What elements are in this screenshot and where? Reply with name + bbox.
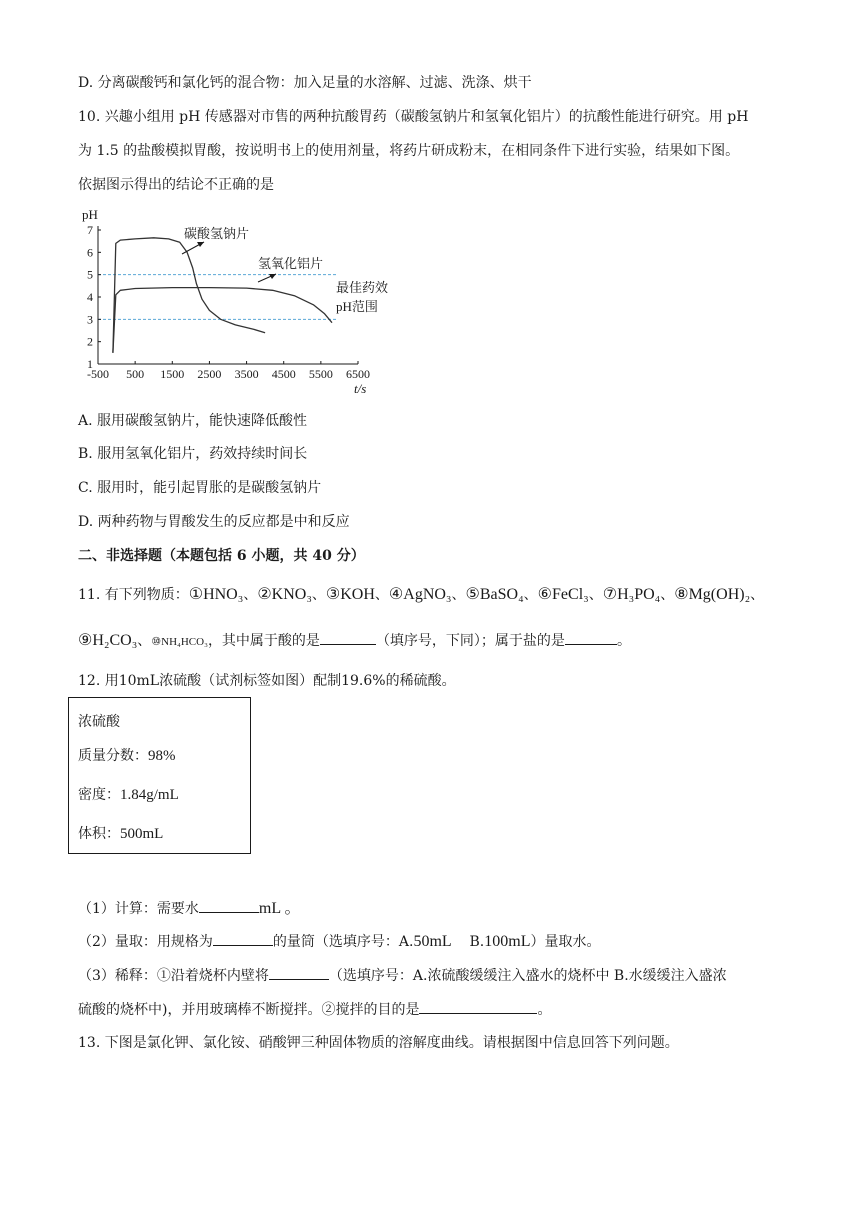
q10-option-b: B. 服用氢氧化铝片，药效持续时间长 xyxy=(78,446,308,462)
reagent-label xyxy=(68,697,251,854)
q12-part1-unit: mL 。 xyxy=(258,900,301,917)
q11-suffix-a: ，其中属于酸的是 xyxy=(207,633,320,649)
q12-part3-options: （选填序号：A.浓硫酸缓缓注入盛水的烧杯中 B.水缓缓注入盛浓 xyxy=(328,968,727,984)
q10-stem-line3: 依据图示得出的结论不正确的是 xyxy=(78,177,274,193)
q11-item-10: ⑩NH₄HCO₃ xyxy=(151,636,208,648)
q11-suffix-c: 。 xyxy=(616,633,631,649)
q12-part2-text: （2）量取：用规格为 xyxy=(78,934,213,950)
chart-x-tick-label: -500 xyxy=(87,367,109,381)
q12-option-100ml: 100mL xyxy=(484,933,531,950)
chart-y-tick-label: 4 xyxy=(87,290,93,304)
q12-blank-cylinder[interactable] xyxy=(213,931,273,946)
chart-x-tick-label: 5500 xyxy=(308,367,333,381)
q11-item-9: ⑨H₂CO₃ xyxy=(78,632,138,649)
chart-x-label-text: t/s xyxy=(354,381,367,396)
mass-fraction-value: 98% xyxy=(148,748,176,764)
density-value: 1.84g/mL xyxy=(120,787,179,803)
reagent-name: 浓硫酸 xyxy=(78,714,120,730)
q11-line1: 11. 有下列物质：①HNO₃、②KNO₃、③KOH、④AgNO₃、⑤BaSO₄、⑥FeCl₃、⑦H₃PO₄、⑧Mg(OH)₂、 xyxy=(78,586,765,603)
q10-option-a: A. 服用碳酸氢钠片，能快速降低酸性 xyxy=(78,413,308,429)
q12-part3-line2-text: 硫酸的烧杯中)，并用玻璃棒不断搅拌。②搅拌的目的是 xyxy=(78,1002,420,1018)
q11-item-6: ⑥FeCl₃ xyxy=(537,586,589,603)
chart-x-tick-label: 1500 xyxy=(160,367,185,381)
q11-prefix: 11. 有下列物质： xyxy=(78,587,189,603)
volume-label: 体积： xyxy=(78,826,120,842)
chart-reference-lines xyxy=(98,275,338,320)
q13-stem: 13. 下图是氯化钾、氯化铵、硝酸钾三种固体物质的溶解度曲线。请根据图中信息回答下列问题。 xyxy=(78,1035,679,1051)
q11-line2: ⑨H₂CO₃、⑩NH₄HCO₃，其中属于酸的是 （填序号，下同）；属于盐的是 。 xyxy=(78,632,631,649)
volume-value: 500mL xyxy=(120,826,164,842)
reagent-mass-fraction xyxy=(78,745,176,765)
q12-part3-text: （3）稀释：①沿着烧杯内壁将 xyxy=(78,968,269,984)
chart-series-line-nahco3 xyxy=(113,238,265,353)
ph-chart xyxy=(70,198,400,398)
chart-y-tick-label: 7 xyxy=(87,223,93,237)
chart-x-tick-label: 4500 xyxy=(271,367,296,381)
q12-part3-end: 。 xyxy=(537,1002,552,1018)
q10-stem-line1: 10. 兴趣小组用 pH 传感器对市售的两种抗酸胃药（碳酸氢钠片和氢氧化铝片）的抗酸性能进行研究。用 pH xyxy=(78,109,749,125)
chart-ticks xyxy=(87,223,370,381)
chart-annotation-aloh3: 氢氧化铝片 xyxy=(258,256,324,271)
q12-part2-close: ）量取水。 xyxy=(530,934,601,950)
chart-annotation-range-line2: pH范围 xyxy=(336,299,378,314)
q12-part2 xyxy=(78,931,600,952)
chart-x-tick-label: 2500 xyxy=(197,367,222,381)
mass-fraction-label: 质量分数： xyxy=(78,748,148,764)
chart-y-tick-label: 6 xyxy=(87,245,93,260)
chart-y-label: pH xyxy=(82,207,98,222)
q11-item-3: ③KOH xyxy=(325,586,375,603)
chart-annotation-range-line1: 最佳药效 xyxy=(336,280,389,295)
section2-heading: 二、非选择题（本题包括 6 小题，共 40 分） xyxy=(78,548,365,564)
q11-item-8: ⑧Mg(OH)₂ xyxy=(674,586,751,603)
q12-blank-dilution[interactable] xyxy=(269,965,329,980)
q12-option-50ml: 50mL xyxy=(413,933,452,950)
q12-stem: 12. 用10mL浓硫酸（试剂标签如图）配制19.6%的稀硫酸。 xyxy=(78,673,456,689)
chart-y-tick-label: 2 xyxy=(87,334,93,349)
q11-blank-acid[interactable] xyxy=(320,630,376,645)
q11-suffix-b: （填序号，下同）；属于盐的是 xyxy=(375,633,565,649)
chart-y-tick-label: 3 xyxy=(87,312,93,327)
q10-option-c: C. 服用时，能引起胃胀的是碳酸氢钠片 xyxy=(78,480,322,496)
q11-item-2: ②KNO₃ xyxy=(257,586,312,603)
chart-annotation-nahco3: 碳酸氢钠片 xyxy=(184,226,250,241)
chart-x-tick-label: 3500 xyxy=(234,367,259,381)
q12-part2-options-open: 的量筒（选填序号：A. xyxy=(272,934,414,950)
chart-y-tick-label: 1 xyxy=(87,357,93,371)
q12-part3-line2 xyxy=(78,999,551,1020)
chart-axes xyxy=(98,226,358,364)
q12-part1 xyxy=(78,898,301,919)
q11-item-4: ④AgNO₃ xyxy=(388,586,452,603)
q9-option-d: D. 分离碳酸钙和氯化钙的混合物：加入足量的水溶解、过滤、洗涤、烘干 xyxy=(78,75,532,91)
chart-x-tick-label: 500 xyxy=(126,367,145,381)
q10-option-d: D. 两种药物与胃酸发生的反应都是中和反应 xyxy=(78,514,350,530)
q11-item-7: ⑦H₃PO₄ xyxy=(602,586,661,603)
q11-item-1: ①HNO₃ xyxy=(188,586,244,603)
q11-item-5: ⑤BaSO₄ xyxy=(465,586,524,603)
q12-part1-text: （1）计算：需要水 xyxy=(78,901,199,917)
q12-option-b-label: B. xyxy=(469,934,485,950)
chart-x-label xyxy=(354,381,366,396)
density-label: 密度： xyxy=(78,787,120,803)
q12-blank-purpose[interactable] xyxy=(419,999,537,1014)
q11-blank-salt[interactable] xyxy=(565,630,617,645)
reagent-volume xyxy=(78,823,163,843)
chart-x-tick-label: 6500 xyxy=(346,367,370,381)
q10-stem-line2: 为 1.5 的盐酸模拟胃酸，按说明书上的使用剂量，将药片研成粉末，在相同条件下进行实验，结果如下图。 xyxy=(78,143,740,159)
chart-arrowhead-nahco3 xyxy=(197,242,204,247)
q12-blank-water[interactable] xyxy=(199,898,259,913)
chart-y-tick-label: 5 xyxy=(87,267,93,282)
q12-part3-line1 xyxy=(78,965,727,986)
reagent-density xyxy=(78,784,179,804)
